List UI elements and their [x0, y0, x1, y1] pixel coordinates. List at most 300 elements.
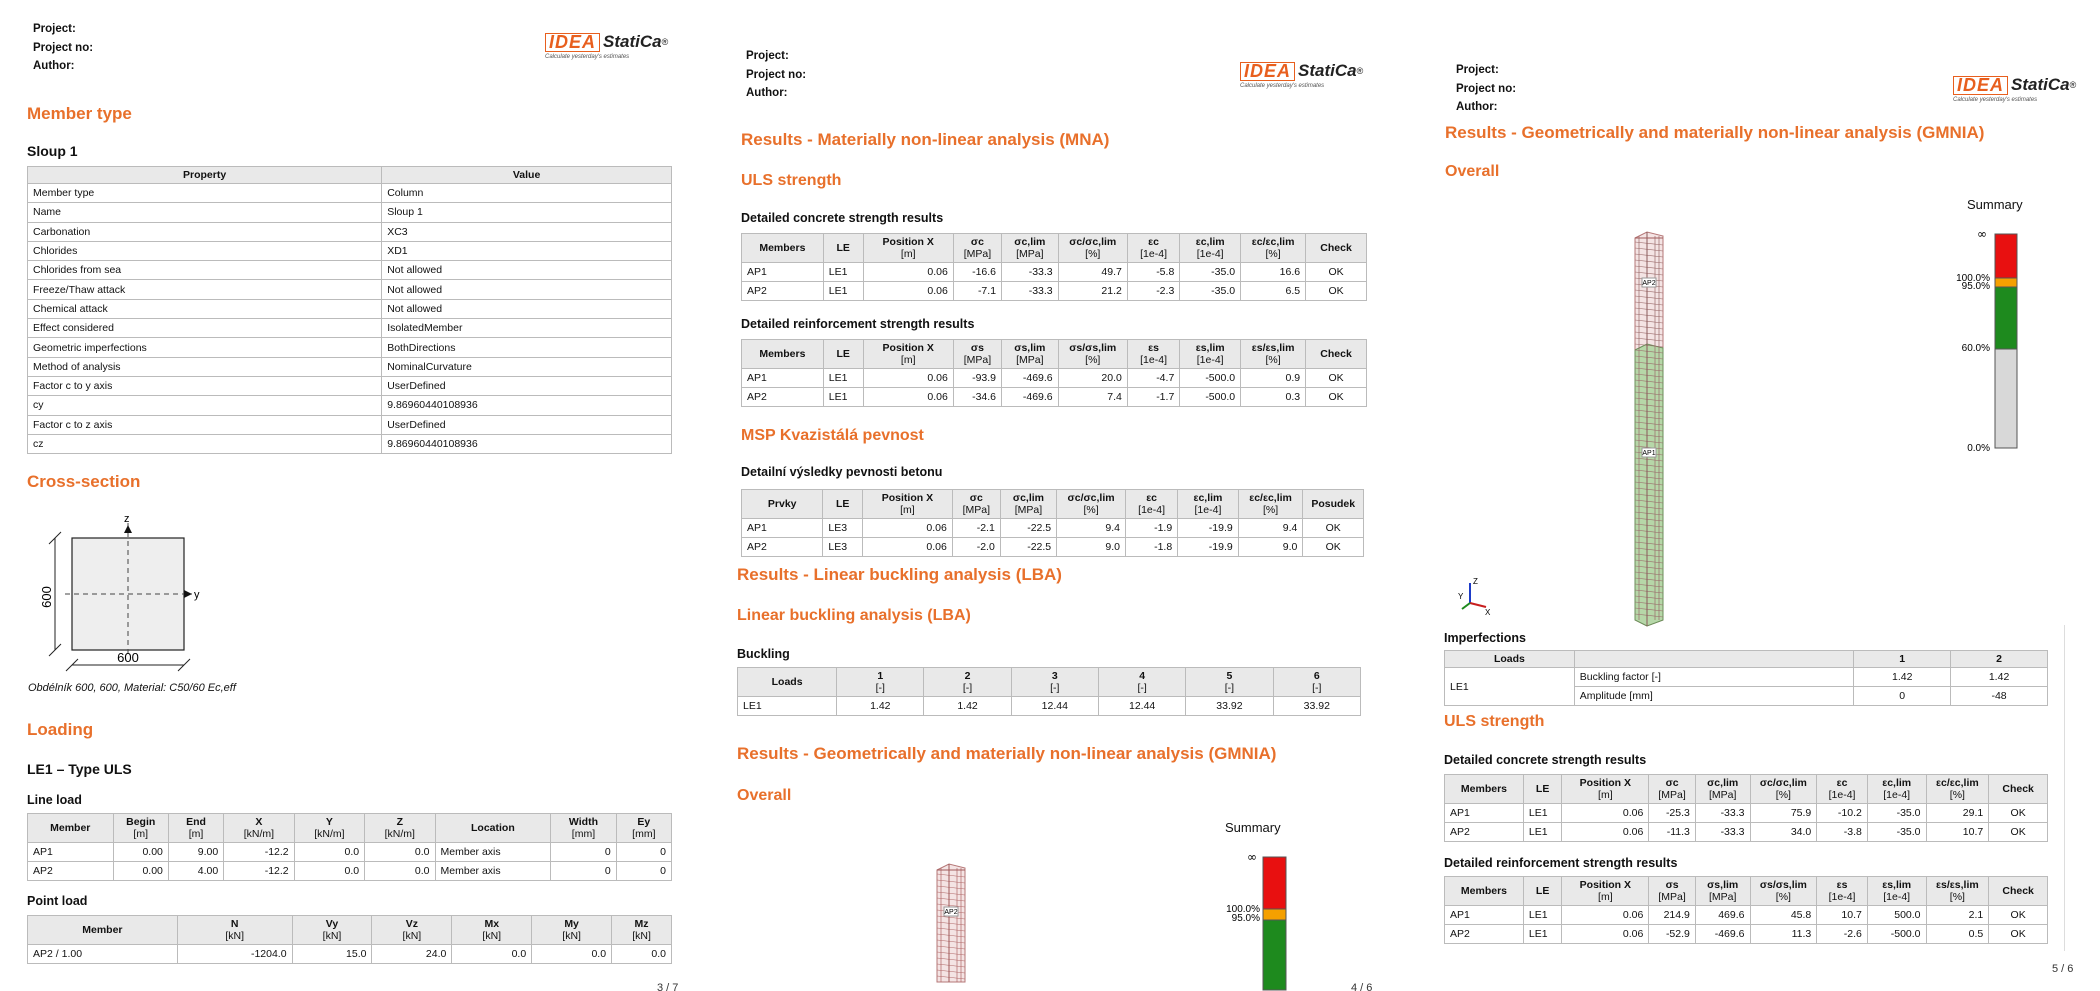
- column-header: εc,lim [1e-4]: [1178, 490, 1239, 519]
- member-tag-ap1: AP1: [1642, 450, 1656, 457]
- load-case-heading: LE1 – Type ULS: [27, 761, 132, 777]
- column-header: εs,lim [1e-4]: [1867, 877, 1926, 906]
- buckling-table: [737, 667, 1361, 716]
- table-cell: -33.3: [1002, 282, 1059, 301]
- column-header: 5 [-]: [1186, 668, 1273, 697]
- column-header: σs,lim [MPa]: [1695, 877, 1750, 906]
- column-header: σs/σs,lim [%]: [1058, 340, 1127, 369]
- table-cell: Effect considered: [28, 319, 382, 338]
- table-cell: -7.1: [953, 282, 1001, 301]
- table-cell: 0.06: [1562, 804, 1649, 823]
- table-cell: 0: [551, 862, 616, 881]
- table-cell: 1.42: [1951, 668, 2048, 687]
- table-cell: 75.9: [1750, 804, 1817, 823]
- table-cell: 214.9: [1649, 906, 1696, 925]
- column-header: Member: [28, 814, 114, 843]
- column-header: Begin [m]: [113, 814, 168, 843]
- column-header: LE: [823, 340, 863, 369]
- table-row: [742, 538, 1364, 557]
- table-cell: -48: [1951, 687, 2048, 706]
- cross-section-drawing: [30, 505, 230, 675]
- table-cell: BothDirections: [382, 338, 672, 357]
- table-cell: 9.86960440108936: [382, 396, 672, 415]
- scale-green-band: [1263, 920, 1286, 990]
- table-cell: -500.0: [1867, 925, 1926, 944]
- table-cell: OK: [1989, 925, 2048, 944]
- table-header-row: [738, 668, 1361, 697]
- table-cell: 9.00: [168, 843, 223, 862]
- table-cell: LE3: [823, 519, 863, 538]
- column-header: σc/σc,lim [%]: [1057, 490, 1126, 519]
- scale-red-band: [1263, 857, 1286, 909]
- column-header: Member: [28, 916, 178, 945]
- utilization-scale: [1956, 227, 2070, 459]
- table-row: [1445, 668, 2048, 687]
- table-row: [28, 222, 672, 241]
- loading-heading: Loading: [27, 720, 94, 739]
- idea-statica-logo: IDEA StatiCa ® Calculate yesterday's estimates: [1240, 60, 1364, 89]
- table-cell: -1.9: [1126, 519, 1178, 538]
- table-cell: 9.0: [1238, 538, 1303, 557]
- report-page-4: [700, 0, 1400, 991]
- column-header: End [m]: [168, 814, 223, 843]
- table-cell: -34.6: [953, 388, 1001, 407]
- table-cell: -469.6: [1695, 925, 1750, 944]
- table-cell: 16.6: [1241, 263, 1306, 282]
- column-header: Vy [kN]: [292, 916, 372, 945]
- table-cell: -1.8: [1126, 538, 1178, 557]
- page-number: 5 / 6: [2052, 963, 2074, 975]
- line-load-heading: Line load: [27, 793, 82, 807]
- table-row: [28, 396, 672, 415]
- page-number: 3 / 7: [657, 982, 679, 991]
- scale-0-label: 0.0%: [1967, 443, 1990, 454]
- table-cell: 11.3: [1750, 925, 1817, 944]
- table-cell: LE1: [738, 697, 837, 716]
- point-load-table: [27, 915, 672, 964]
- column-header: Mx [kN]: [452, 916, 532, 945]
- table-cell: Buckling factor [-]: [1574, 668, 1853, 687]
- column-header: σc/σc,lim [%]: [1058, 234, 1127, 263]
- table-cell: Method of analysis: [28, 357, 382, 376]
- column-header: Members: [742, 234, 824, 263]
- column-3d-model: [935, 862, 995, 982]
- table-cell: Chlorides from sea: [28, 261, 382, 280]
- table-cell: AP1: [742, 263, 824, 282]
- table-cell: Not allowed: [382, 299, 672, 318]
- scale-60-label: 60.0%: [1961, 343, 1990, 354]
- column-header: 1 [-]: [837, 668, 924, 697]
- table-row: [742, 388, 1367, 407]
- column-header: εs,lim [1e-4]: [1180, 340, 1241, 369]
- column-header: σs [MPa]: [953, 340, 1001, 369]
- height-dimension-label: 600: [39, 586, 54, 608]
- table-row: [742, 369, 1367, 388]
- table-cell: -1.7: [1127, 388, 1179, 407]
- table-cell: UserDefined: [382, 415, 672, 434]
- table-cell: 6.5: [1241, 282, 1306, 301]
- table-cell: AP2: [742, 538, 823, 557]
- column-header: Position X [m]: [863, 234, 953, 263]
- column-header: Z [kN/m]: [365, 814, 435, 843]
- table-cell: -35.0: [1867, 823, 1926, 842]
- table-cell: -2.3: [1127, 282, 1179, 301]
- member-properties-table: [27, 166, 672, 454]
- table-cell: AP2: [1445, 823, 1524, 842]
- column-header: Posudek: [1303, 490, 1364, 519]
- table-row: [28, 338, 672, 357]
- column-header: εc [1e-4]: [1126, 490, 1178, 519]
- table-cell: 0.06: [863, 263, 953, 282]
- table-cell: 12.44: [1098, 697, 1185, 716]
- table-cell: 9.4: [1238, 519, 1303, 538]
- table-cell: OK: [1306, 388, 1367, 407]
- table-cell: cz: [28, 434, 382, 453]
- table-cell: OK: [1306, 263, 1367, 282]
- column-header: σs [MPa]: [1649, 877, 1696, 906]
- table-cell: 0.06: [863, 538, 953, 557]
- column-header: Vz [kN]: [372, 916, 452, 945]
- table-header-row: [28, 167, 672, 184]
- column-header: Location: [435, 814, 551, 843]
- table-cell: 0.0: [452, 945, 532, 964]
- column-header: Position X [m]: [863, 340, 953, 369]
- reinforcement-results-table: [1444, 876, 2048, 944]
- table-cell: 0: [1854, 687, 1951, 706]
- table-cell: 1.42: [924, 697, 1011, 716]
- table-cell: -3.8: [1817, 823, 1868, 842]
- table-cell: 0.5: [1926, 925, 1989, 944]
- reinforcement-results-heading: Detailed reinforcement strength results: [1444, 856, 1678, 870]
- column-header: εc,lim [1e-4]: [1867, 775, 1926, 804]
- table-cell: 2.1: [1926, 906, 1989, 925]
- column-header: Property: [28, 167, 382, 184]
- column-header: Position X [m]: [1562, 775, 1649, 804]
- column-header: Position X [m]: [1562, 877, 1649, 906]
- concrete-results-table: [741, 233, 1367, 301]
- msp-heading: MSP Kvazistálá pevnost: [741, 427, 924, 444]
- column-header: εc [1e-4]: [1817, 775, 1868, 804]
- axis-y-label: y: [194, 589, 200, 601]
- table-cell: 0.00: [113, 843, 168, 862]
- report-page-3: [0, 0, 700, 991]
- table-cell: LE1: [823, 263, 863, 282]
- table-cell: XC3: [382, 222, 672, 241]
- column-header: LE: [1523, 775, 1561, 804]
- author-label: Author:: [33, 60, 75, 72]
- column-header: εc [1e-4]: [1127, 234, 1179, 263]
- table-cell: -93.9: [953, 369, 1001, 388]
- scale-95-label: 95.0%: [1231, 913, 1260, 924]
- table-cell: Member axis: [435, 843, 551, 862]
- buckling-heading: Buckling: [737, 647, 790, 661]
- table-row: [1445, 906, 2048, 925]
- member-name: Sloup 1: [27, 143, 78, 159]
- table-cell: 1.42: [1854, 668, 1951, 687]
- table-cell: -35.0: [1180, 263, 1241, 282]
- table-cell: 0.06: [863, 388, 953, 407]
- table-cell: 4.00: [168, 862, 223, 881]
- scale-gray-band: [1995, 349, 2017, 448]
- column-header: Check: [1306, 234, 1367, 263]
- msp-subheading: Detailní výsledky pevnosti betonu: [741, 465, 943, 479]
- member-tag-ap2: AP2: [944, 909, 958, 916]
- report-page-5: [1400, 0, 2100, 991]
- table-cell: -2.1: [952, 519, 1000, 538]
- column-header: Check: [1989, 877, 2048, 906]
- table-cell: LE1: [1445, 668, 1575, 706]
- reinforcement-results-table: [741, 339, 1367, 407]
- column-header: σs/σs,lim [%]: [1750, 877, 1817, 906]
- reinforcement-results-heading: Detailed reinforcement strength results: [741, 317, 975, 331]
- table-cell: -500.0: [1180, 369, 1241, 388]
- column-header: N [kN]: [177, 916, 292, 945]
- table-cell: Member axis: [435, 862, 551, 881]
- overall-heading: Overall: [737, 787, 792, 804]
- column-header: εc/εc,lim [%]: [1926, 775, 1989, 804]
- table-header-row: [1445, 775, 2048, 804]
- table-cell: AP2: [28, 862, 114, 881]
- column-header: εs [1e-4]: [1127, 340, 1179, 369]
- table-row: [28, 415, 672, 434]
- column-header: Loads: [1445, 651, 1575, 668]
- table-cell: -500.0: [1180, 388, 1241, 407]
- table-cell: 24.0: [372, 945, 452, 964]
- table-cell: OK: [1989, 804, 2048, 823]
- scale-green-band: [1995, 287, 2017, 349]
- table-cell: 0: [616, 862, 671, 881]
- line-load-table: [27, 813, 672, 881]
- table-cell: 33.92: [1186, 697, 1273, 716]
- table-cell: 9.86960440108936: [382, 434, 672, 453]
- table-cell: AP2: [1445, 925, 1524, 944]
- table-cell: Geometric imperfections: [28, 338, 382, 357]
- column-header: Check: [1306, 340, 1367, 369]
- column-header: LE: [823, 490, 863, 519]
- page-number: 4 / 6: [1351, 982, 1373, 991]
- column-header: 4 [-]: [1098, 668, 1185, 697]
- table-row: [28, 261, 672, 280]
- table-row: [1445, 823, 2048, 842]
- table-cell: 0.06: [1562, 906, 1649, 925]
- scale-orange-band: [1995, 278, 2017, 287]
- table-cell: Freeze/Thaw attack: [28, 280, 382, 299]
- table-cell: Name: [28, 203, 382, 222]
- table-cell: Member type: [28, 184, 382, 203]
- column-header: εc,lim [1e-4]: [1180, 234, 1241, 263]
- table-cell: -52.9: [1649, 925, 1696, 944]
- idea-statica-logo: IDEA StatiCa ® Calculate yesterday's estimates: [1953, 74, 2077, 103]
- table-cell: -25.3: [1649, 804, 1696, 823]
- table-cell: Not allowed: [382, 261, 672, 280]
- column-header: [1574, 651, 1853, 668]
- svg-text:Y: Y: [1458, 592, 1464, 601]
- table-cell: LE1: [1523, 906, 1561, 925]
- uls-strength-heading: ULS strength: [1444, 713, 1545, 730]
- table-header-row: [742, 234, 1367, 263]
- width-dimension-label: 600: [117, 650, 139, 665]
- column-header: 2 [-]: [924, 668, 1011, 697]
- column-header: εc/εc,lim [%]: [1238, 490, 1303, 519]
- table-cell: 49.7: [1058, 263, 1127, 282]
- table-cell: 33.92: [1273, 697, 1360, 716]
- table-cell: OK: [1306, 369, 1367, 388]
- table-cell: Chlorides: [28, 241, 382, 260]
- column-header: εs/εs,lim [%]: [1926, 877, 1989, 906]
- column-header: εs [1e-4]: [1817, 877, 1868, 906]
- table-cell: Column: [382, 184, 672, 203]
- column-header: σc,lim [MPa]: [1002, 234, 1059, 263]
- table-cell: 21.2: [1058, 282, 1127, 301]
- table-cell: -22.5: [1000, 538, 1056, 557]
- table-row: [28, 319, 672, 338]
- table-cell: LE1: [823, 282, 863, 301]
- table-cell: 0.06: [863, 519, 953, 538]
- table-header-row: [1445, 651, 2048, 668]
- table-row: [28, 299, 672, 318]
- table-cell: 20.0: [1058, 369, 1127, 388]
- table-cell: AP2 / 1.00: [28, 945, 178, 964]
- concrete-results-heading: Detailed concrete strength results: [1444, 753, 1647, 767]
- table-cell: LE3: [823, 538, 863, 557]
- table-cell: -35.0: [1180, 282, 1241, 301]
- table-row: [742, 263, 1367, 282]
- table-cell: 0.06: [1562, 925, 1649, 944]
- project-header: [33, 20, 93, 76]
- column-3d-model: [1633, 230, 1693, 630]
- project-header: Project: Project no: Author:: [1456, 64, 1517, 113]
- summary-title: Summary: [1225, 820, 1281, 835]
- table-cell: LE1: [1523, 804, 1561, 823]
- table-cell: -33.3: [1695, 804, 1750, 823]
- column-header: Position X [m]: [863, 490, 953, 519]
- table-cell: Factor c to y axis: [28, 376, 382, 395]
- table-row: [1445, 804, 2048, 823]
- table-cell: -1204.0: [177, 945, 292, 964]
- table-cell: Carbonation: [28, 222, 382, 241]
- table-cell: -4.7: [1127, 369, 1179, 388]
- column-header: LE: [823, 234, 863, 263]
- project-header: Project: Project no: Author:: [746, 50, 807, 99]
- table-cell: OK: [1303, 519, 1364, 538]
- table-cell: Amplitude [mm]: [1574, 687, 1853, 706]
- scale-100-label: 100.0%: [1226, 904, 1260, 915]
- table-row: [1445, 925, 2048, 944]
- column-header: Members: [742, 340, 824, 369]
- z-arrow-icon: [124, 525, 132, 533]
- table-cell: AP1: [742, 519, 823, 538]
- table-cell: Chemical attack: [28, 299, 382, 318]
- table-cell: LE1: [1523, 823, 1561, 842]
- table-cell: 0.06: [863, 282, 953, 301]
- table-cell: -22.5: [1000, 519, 1056, 538]
- column-header: Check: [1989, 775, 2048, 804]
- table-cell: 0.00: [113, 862, 168, 881]
- y-arrow-icon: [184, 590, 192, 598]
- table-cell: 15.0: [292, 945, 372, 964]
- column-header: σc [MPa]: [952, 490, 1000, 519]
- column-header: σc [MPa]: [1649, 775, 1696, 804]
- table-cell: AP2: [742, 388, 824, 407]
- table-cell: -35.0: [1867, 804, 1926, 823]
- point-load-heading: Point load: [27, 894, 88, 908]
- table-cell: 9.0: [1057, 538, 1126, 557]
- table-cell: AP1: [1445, 804, 1524, 823]
- table-cell: -16.6: [953, 263, 1001, 282]
- table-row: [28, 280, 672, 299]
- scale-infinity-label: ∞: [1977, 227, 1987, 241]
- column-header: Members: [1445, 877, 1524, 906]
- lba-heading: Results - Linear buckling analysis (LBA): [737, 565, 1062, 584]
- column-header: 3 [-]: [1011, 668, 1098, 697]
- lba-subheading: Linear buckling analysis (LBA): [737, 607, 971, 624]
- column-header: LE: [1523, 877, 1561, 906]
- table-cell: 0.0: [294, 843, 364, 862]
- table-cell: 0.0: [365, 862, 435, 881]
- table-row: [28, 184, 672, 203]
- table-header-row: [742, 490, 1364, 519]
- table-cell: 0.0: [612, 945, 672, 964]
- concrete-results-heading: Detailed concrete strength results: [741, 211, 944, 225]
- table-cell: Not allowed: [382, 280, 672, 299]
- table-row: [28, 376, 672, 395]
- imperfections-table: [1444, 650, 2048, 706]
- project-no-label: Project no:: [33, 41, 94, 54]
- table-cell: -469.6: [1002, 369, 1059, 388]
- project-label: Project:: [33, 23, 76, 35]
- column-header: Ey [mm]: [616, 814, 671, 843]
- table-cell: -12.2: [224, 843, 294, 862]
- table-cell: 500.0: [1867, 906, 1926, 925]
- msp-results-table: [741, 489, 1364, 557]
- table-cell: OK: [1306, 282, 1367, 301]
- scale-infinity-label: ∞: [1247, 850, 1257, 864]
- table-cell: 0.0: [294, 862, 364, 881]
- column-header: σs,lim [MPa]: [1002, 340, 1059, 369]
- table-row: [28, 357, 672, 376]
- table-cell: -12.2: [224, 862, 294, 881]
- table-cell: -33.3: [1002, 263, 1059, 282]
- cross-section-caption: Obdélník 600, 600, Material: C50/60 Ec,eff: [28, 682, 236, 694]
- table-row: [28, 945, 672, 964]
- gmnia-heading: Results - Geometrically and materially non-linear analysis (GMNIA): [737, 744, 1277, 763]
- table-cell: AP2: [742, 282, 824, 301]
- table-cell: -11.3: [1649, 823, 1696, 842]
- cross-section-heading: Cross-section: [27, 472, 141, 491]
- table-cell: -33.3: [1695, 823, 1750, 842]
- table-cell: NominalCurvature: [382, 357, 672, 376]
- axis-z-label: z: [124, 513, 130, 525]
- svg-text:X: X: [1485, 608, 1491, 617]
- imperfections-heading: Imperfections: [1444, 631, 1526, 645]
- uls-strength-heading: ULS strength: [741, 172, 842, 189]
- member-tag-ap2: AP2: [1642, 280, 1656, 287]
- table-cell: LE1: [823, 388, 863, 407]
- table-cell: 0.06: [1562, 823, 1649, 842]
- member-type-heading: Member type: [27, 104, 132, 123]
- table-cell: UserDefined: [382, 376, 672, 395]
- table-cell: -10.2: [1817, 804, 1868, 823]
- utilization-scale: [1226, 850, 1340, 975]
- table-cell: -19.9: [1178, 538, 1239, 557]
- gmnia-heading: Results - Geometrically and materially non-linear analysis (GMNIA): [1445, 123, 1985, 142]
- column-header: Value: [382, 167, 672, 184]
- column-header: Mz [kN]: [612, 916, 672, 945]
- column-header: 2: [1951, 651, 2048, 668]
- table-header-row: [742, 340, 1367, 369]
- table-cell: OK: [1303, 538, 1364, 557]
- summary-title: Summary: [1967, 197, 2023, 212]
